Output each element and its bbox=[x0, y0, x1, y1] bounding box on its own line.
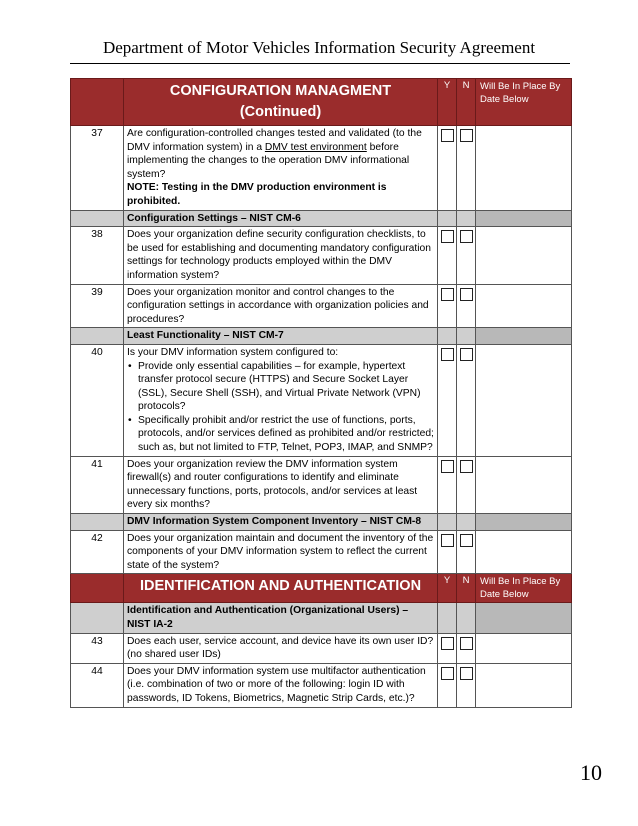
subsection-row bbox=[71, 210, 572, 227]
yes-checkbox[interactable] bbox=[441, 667, 454, 680]
page-title: Department of Motor Vehicles Information Security Agreement bbox=[102, 38, 536, 57]
question-text: Is your DMV information system configured to: • Provide only essential capabilities – for example, hypertext transfer protocol secure (HTTPS) and Secure Socket Layer (SSL), Secure Shell (SSH), and Virtual Private Network (VPN) protocols? • Specifically prohibit and/or restrict the use of functions, ports, protocols, and/or services defined as prohibited and/or restricted; such as, but not limited to FTP, Telnet, POP3, IMAP, and SNMP? bbox=[124, 344, 438, 456]
row-number: 42 bbox=[71, 530, 124, 574]
row-number: 39 bbox=[71, 284, 124, 328]
subsection-title: Least Functionality – NIST CM-7 bbox=[124, 328, 438, 345]
yes-checkbox[interactable] bbox=[441, 129, 454, 142]
question-text: Does your organization monitor and control changes to the configuration settings in accordance with organization policies and procedures? bbox=[124, 284, 438, 328]
row-number: 38 bbox=[71, 227, 124, 284]
no-checkbox[interactable] bbox=[460, 230, 473, 243]
yes-checkbox[interactable] bbox=[441, 460, 454, 473]
list-item: • Provide only essential capabilities – for example, hypertext transfer protocol secure (HTTPS) and Secure Socket Layer (SSL), Secure Shell (SSH), and Virtual Private Network (VPN) protocols? bbox=[127, 360, 434, 414]
table-row bbox=[71, 456, 572, 513]
no-checkbox[interactable] bbox=[460, 534, 473, 547]
col-n-header: N bbox=[457, 79, 476, 126]
date-cell[interactable] bbox=[476, 126, 572, 211]
table-row bbox=[71, 344, 572, 456]
subsection-row bbox=[71, 514, 572, 531]
security-agreement-table bbox=[70, 78, 572, 708]
subsection-title: Identification and Authentication (Organizational Users) – NIST IA-2 bbox=[124, 603, 438, 633]
col-will-header: Will Be In Place By Date Below bbox=[476, 574, 572, 603]
question-text: Does each user, service account, and device have its own user ID? (no shared user IDs) bbox=[124, 633, 438, 663]
question-text: Does your organization maintain and document the inventory of the components of your DMV information system to reflect the current state of the system? bbox=[124, 530, 438, 574]
row-number: 41 bbox=[71, 456, 124, 513]
col-y-header: Y bbox=[438, 79, 457, 126]
date-cell[interactable] bbox=[476, 633, 572, 663]
row-number: 40 bbox=[71, 344, 124, 456]
section-header-configuration bbox=[71, 79, 572, 126]
date-cell[interactable] bbox=[476, 284, 572, 328]
date-cell[interactable] bbox=[476, 663, 572, 707]
table-row bbox=[71, 663, 572, 707]
yes-checkbox[interactable] bbox=[441, 230, 454, 243]
no-checkbox[interactable] bbox=[460, 637, 473, 650]
section-header-identification bbox=[71, 574, 572, 603]
yes-checkbox[interactable] bbox=[441, 288, 454, 301]
date-cell[interactable] bbox=[476, 344, 572, 456]
subsection-row bbox=[71, 603, 572, 633]
row-number: 37 bbox=[71, 126, 124, 211]
page-number: 10 bbox=[580, 760, 602, 785]
date-cell[interactable] bbox=[476, 227, 572, 284]
section-title: CONFIGURATION MANAGMENT (Continued) bbox=[124, 79, 438, 126]
table-row bbox=[71, 530, 572, 574]
subsection-title: DMV Information System Component Inventory – NIST CM-8 bbox=[124, 514, 438, 531]
no-checkbox[interactable] bbox=[460, 288, 473, 301]
table-row bbox=[71, 126, 572, 211]
list-item: • Specifically prohibit and/or restrict the use of functions, ports, protocols, and/or services defined as prohibited and/or restricted; such as, but not limited to FTP, Telnet, POP3, IMAP, and SNMP? bbox=[127, 414, 434, 455]
yes-checkbox[interactable] bbox=[441, 534, 454, 547]
no-checkbox[interactable] bbox=[460, 129, 473, 142]
table-row bbox=[71, 284, 572, 328]
table-row bbox=[71, 227, 572, 284]
no-checkbox[interactable] bbox=[460, 460, 473, 473]
subsection-row bbox=[71, 328, 572, 345]
row-number: 43 bbox=[71, 633, 124, 663]
col-y-header: Y bbox=[438, 574, 457, 603]
subsection-title: Configuration Settings – NIST CM-6 bbox=[124, 210, 438, 227]
date-cell[interactable] bbox=[476, 530, 572, 574]
row-number: 44 bbox=[71, 663, 124, 707]
question-text: Are configuration-controlled changes tested and validated (to the DMV information system) in a DMV test environment before implementing the changes to the operation DMV informational system? NOTE: Testing in the DMV production environment is prohibited. bbox=[124, 126, 438, 211]
title-rule bbox=[70, 63, 570, 64]
col-n-header: N bbox=[457, 574, 476, 603]
question-text: Does your DMV information system use multifactor authentication (i.e. combination of two or more of the following: login ID with passwords, ID Tokens, Biometrics, Magnetic Strip Cards, etc.)? bbox=[124, 663, 438, 707]
no-checkbox[interactable] bbox=[460, 348, 473, 361]
question-text: Does your organization define security configuration checklists, to be used for establishing and documenting mandatory configuration settings for technology products employed within the DMV information system? bbox=[124, 227, 438, 284]
yes-checkbox[interactable] bbox=[441, 637, 454, 650]
col-will-header: Will Be In Place By Date Below bbox=[476, 79, 572, 126]
no-checkbox[interactable] bbox=[460, 667, 473, 680]
question-text: Does your organization review the DMV information system firewall(s) and router configurations to identify and eliminate unnecessary functions, ports, protocols, and/or services at least every six months? bbox=[124, 456, 438, 513]
section-title: IDENTIFICATION AND AUTHENTICATION bbox=[124, 574, 438, 603]
date-cell[interactable] bbox=[476, 456, 572, 513]
yes-checkbox[interactable] bbox=[441, 348, 454, 361]
table-row bbox=[71, 633, 572, 663]
